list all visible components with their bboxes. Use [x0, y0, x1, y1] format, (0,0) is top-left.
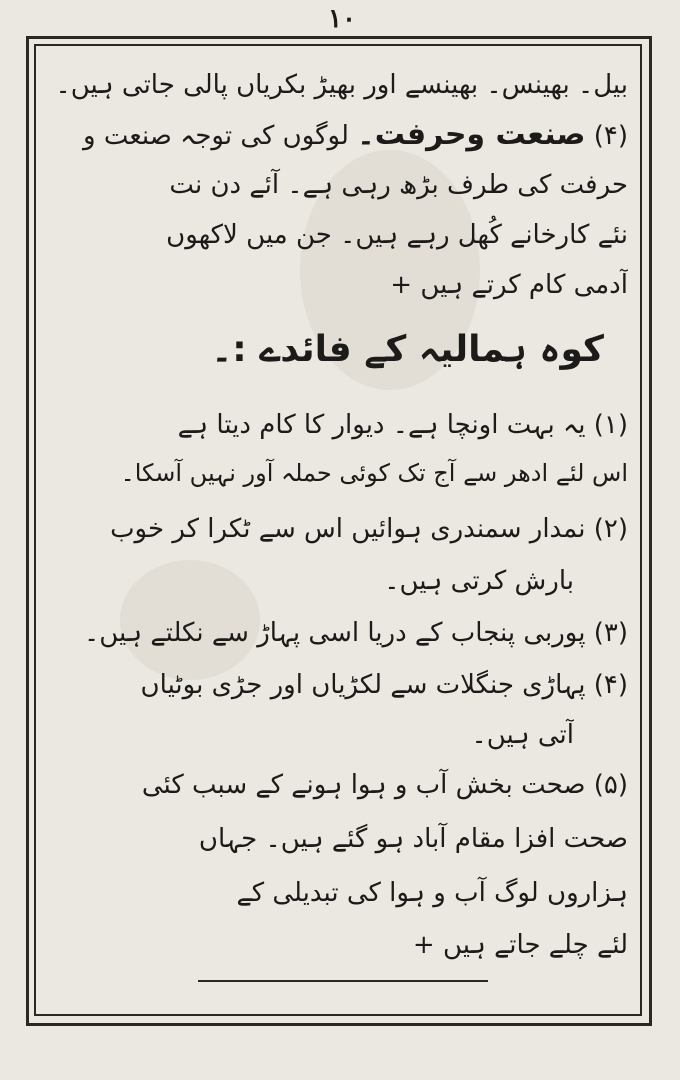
page-number: ۱۰	[328, 4, 356, 34]
chapter-heading: کوہ ہمالیہ کے فائدے :۔	[211, 329, 604, 370]
end-rule	[198, 980, 488, 982]
text-line: صحت افزا مقام آباد ہو گئے ہیں۔ جہاں	[198, 824, 628, 854]
text-line: نئے کارخانے کُھل رہے ہیں۔ جن میں لاکھوں	[166, 220, 628, 250]
text-line: بارش کرتی ہیں۔	[384, 566, 574, 596]
section-title: صنعت وحرفت۔	[357, 117, 586, 152]
text-line: آتی ہیں۔	[471, 720, 574, 750]
text-line: بیل۔ بھینس۔ بھینسے اور بھیڑ بکریاں پالی جاتی ہیں۔	[55, 70, 628, 100]
list-item: (۳) پوربی پنجاب کے دریا اسی پہاڑ سے نکلتے ہیں۔	[84, 618, 628, 648]
text-line: آدمی کام کرتے ہیں +	[390, 270, 628, 300]
item-number: (۴)	[593, 121, 628, 151]
text-line: اس لئے ادھر سے آج تک کوئی حملہ آور نہیں آسکا۔	[120, 459, 628, 487]
page-body	[40, 52, 634, 992]
text-fragment: لوگوں کی توجہ صنعت و	[83, 121, 349, 151]
list-item: (۲) نمدار سمندری ہوائیں اس سے ٹکرا کر خوب	[110, 514, 628, 544]
section-heading-line	[46, 114, 628, 157]
list-item: (۱) یہ بہت اونچا ہے۔ دیوار کا کام دیتا ہے	[177, 410, 628, 440]
list-item: (۵) صحت بخش آب و ہوا ہونے کے سبب کئی	[141, 770, 628, 800]
text-line: ہزاروں لوگ آب و ہوا کی تبدیلی کے	[236, 878, 628, 908]
text-line: لئے چلے جاتے ہیں +	[412, 930, 628, 960]
text-line: حرفت کی طرف بڑھ رہی ہے۔ آئے دن نت	[169, 170, 628, 200]
list-item: (۴) پہاڑی جنگلات سے لکڑیاں اور جڑی بوٹیاں	[140, 670, 628, 700]
